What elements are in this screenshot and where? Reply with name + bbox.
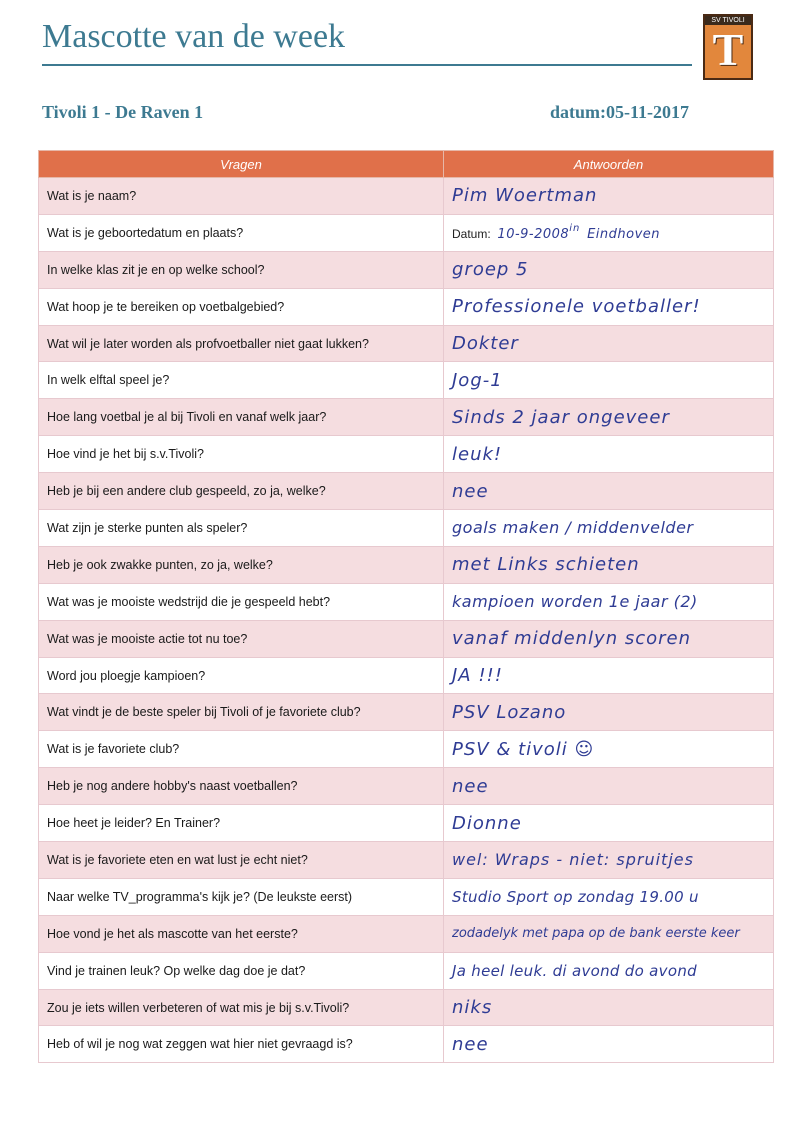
answer: nee xyxy=(444,473,774,510)
question: Wat was je mooiste wedstrijd die je gespeeld hebt? xyxy=(39,583,444,620)
answer-date-label: Datum: xyxy=(452,227,491,242)
column-header-questions: Vragen xyxy=(39,151,444,178)
table-row xyxy=(39,694,774,731)
answer: JA !!! xyxy=(444,657,774,694)
answer: Jog-1 xyxy=(444,362,774,399)
question: Wat is je favoriete club? xyxy=(39,731,444,768)
question: Naar welke TV_programma's kijk je? (De leukste eerst) xyxy=(39,878,444,915)
table-row xyxy=(39,657,774,694)
table-row xyxy=(39,583,774,620)
answer: niks xyxy=(444,989,774,1026)
answer: Ja heel leuk. di avond do avond xyxy=(444,952,774,989)
answer: groep 5 xyxy=(444,251,774,288)
column-header-answers: Antwoorden xyxy=(444,151,774,178)
table-row xyxy=(39,251,774,288)
page-title: Mascotte van de week xyxy=(42,18,346,55)
answer xyxy=(444,214,774,251)
table-row xyxy=(39,915,774,952)
table-row xyxy=(39,399,774,436)
answer: Studio Sport op zondag 19.00 u xyxy=(444,878,774,915)
question: Wat was je mooiste actie tot nu toe? xyxy=(39,620,444,657)
question: Hoe vind je het bij s.v.Tivoli? xyxy=(39,436,444,473)
table-row xyxy=(39,805,774,842)
answer: goals maken / middenvelder xyxy=(444,510,774,547)
match-title: Tivoli 1 - De Raven 1 xyxy=(42,102,204,122)
table-row xyxy=(39,214,774,251)
answer: kampioen worden 1e jaar (2) xyxy=(444,583,774,620)
table-row xyxy=(39,878,774,915)
table-row xyxy=(39,842,774,879)
table-row xyxy=(39,952,774,989)
answer: Dionne xyxy=(444,805,774,842)
table-row xyxy=(39,473,774,510)
answer: Pim Woertman xyxy=(444,178,774,215)
question: Wat is je favoriete eten en wat lust je echt niet? xyxy=(39,842,444,879)
answer: met Links schieten xyxy=(444,546,774,583)
table-row xyxy=(39,1026,774,1063)
table-row xyxy=(39,510,774,547)
answer: nee xyxy=(444,768,774,805)
table-row xyxy=(39,325,774,362)
question: In welk elftal speel je? xyxy=(39,362,444,399)
answer-date: 10-9-2008 xyxy=(497,227,570,243)
answer: PSV Lozano xyxy=(444,694,774,731)
answer: nee xyxy=(444,1026,774,1063)
match-date: datum:05-11-2017 xyxy=(550,102,689,122)
question: Hoe lang voetbal je al bij Tivoli en vanaf welk jaar? xyxy=(39,399,444,436)
question: Wat vindt je de beste speler bij Tivoli of je favoriete club? xyxy=(39,694,444,731)
answer: Sinds 2 jaar ongeveer xyxy=(444,399,774,436)
answer-place: Eindhoven xyxy=(587,227,661,243)
question: Wat hoop je te bereiken op voetbalgebied? xyxy=(39,288,444,325)
club-logo xyxy=(703,14,753,80)
answer: PSV & tivoli ☺ xyxy=(444,731,774,768)
answer: Dokter xyxy=(444,325,774,362)
question: In welke klas zit je en op welke school? xyxy=(39,251,444,288)
answer-in: in xyxy=(569,223,581,235)
answer: Professionele voetballer! xyxy=(444,288,774,325)
question: Heb of wil je nog wat zeggen wat hier niet gevraagd is? xyxy=(39,1026,444,1063)
table-row xyxy=(39,436,774,473)
table-row xyxy=(39,178,774,215)
table-row xyxy=(39,288,774,325)
question: Wat is je naam? xyxy=(39,178,444,215)
logo-letter: T xyxy=(712,24,744,75)
question: Hoe vond je het als mascotte van het eerste? xyxy=(39,915,444,952)
question: Zou je iets willen verbeteren of wat mis je bij s.v.Tivoli? xyxy=(39,989,444,1026)
questionnaire-table xyxy=(38,150,774,1063)
answer: wel: Wraps - niet: spruitjes xyxy=(444,842,774,879)
question: Wat wil je later worden als profvoetballer niet gaat lukken? xyxy=(39,325,444,362)
table-row xyxy=(39,768,774,805)
question: Vind je trainen leuk? Op welke dag doe je dat? xyxy=(39,952,444,989)
answer: vanaf middenlyn scoren xyxy=(444,620,774,657)
question: Wat is je geboortedatum en plaats? xyxy=(39,214,444,251)
table-row xyxy=(39,731,774,768)
question: Heb je ook zwakke punten, zo ja, welke? xyxy=(39,546,444,583)
question: Wat zijn je sterke punten als speler? xyxy=(39,510,444,547)
title-divider xyxy=(42,64,692,66)
answer: zodadelyk met papa op de bank eerste keer xyxy=(444,915,774,952)
table-row xyxy=(39,989,774,1026)
answer: leuk! xyxy=(444,436,774,473)
table-row xyxy=(39,362,774,399)
question: Heb je bij een andere club gespeeld, zo ja, welke? xyxy=(39,473,444,510)
logo-caption: SV TIVOLI xyxy=(705,16,751,25)
question: Heb je nog andere hobby's naast voetballen? xyxy=(39,768,444,805)
table-row xyxy=(39,620,774,657)
table-row xyxy=(39,546,774,583)
question: Word jou ploegje kampioen? xyxy=(39,657,444,694)
question: Hoe heet je leider? En Trainer? xyxy=(39,805,444,842)
